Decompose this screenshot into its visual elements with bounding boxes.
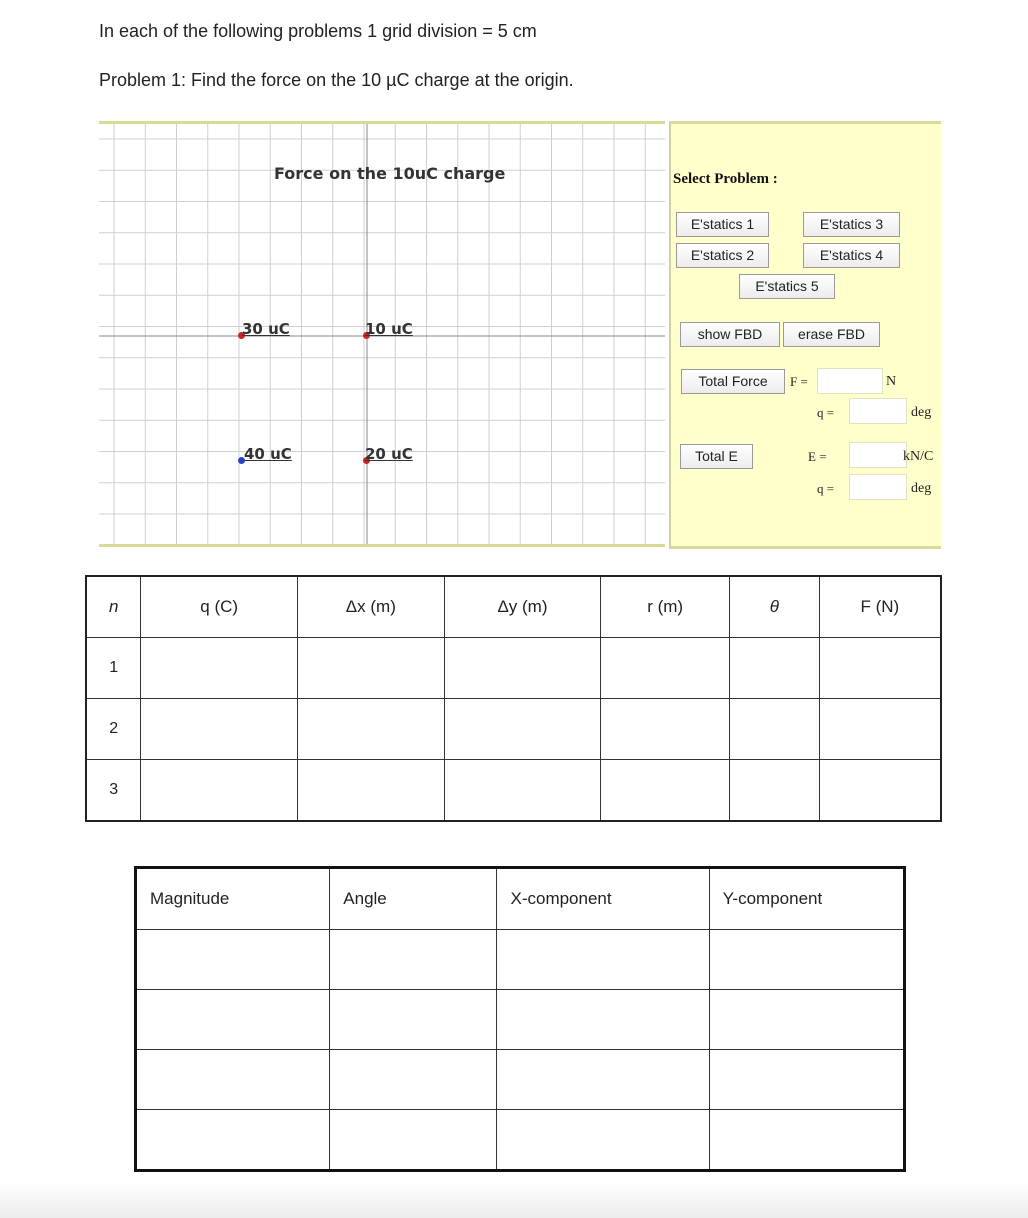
table-cell[interactable] <box>729 760 819 822</box>
table-cell[interactable] <box>298 760 445 822</box>
grid-panel[interactable] <box>99 121 665 547</box>
column-header-r: r (m) <box>601 576 730 638</box>
row-number-cell: 1 <box>86 638 141 699</box>
column-header-y-component: Y-component <box>709 868 904 930</box>
table-cell[interactable] <box>709 930 904 990</box>
table-cell[interactable] <box>729 638 819 699</box>
table-cell[interactable] <box>136 1050 330 1110</box>
table-cell[interactable] <box>497 990 709 1050</box>
table-row <box>86 699 941 760</box>
force-value-input[interactable] <box>817 368 883 394</box>
e-angle-input[interactable] <box>849 474 907 500</box>
intro-line-grid-scale: In each of the following problems 1 grid division = 5 cm <box>99 21 537 41</box>
table-cell[interactable] <box>141 638 298 699</box>
table-cell[interactable] <box>601 638 730 699</box>
force-angle-label: q = <box>817 405 835 420</box>
charge-data-table <box>85 575 942 822</box>
table-cell[interactable] <box>136 1110 330 1171</box>
table-cell[interactable] <box>444 638 601 699</box>
total-e-button[interactable]: Total E <box>680 444 753 469</box>
table-cell[interactable] <box>497 930 709 990</box>
table-cell[interactable] <box>709 1110 904 1171</box>
total-force-button[interactable]: Total Force <box>681 369 785 394</box>
table-cell[interactable] <box>330 1110 497 1171</box>
column-header-theta: θ <box>729 576 819 638</box>
estatics-2-button[interactable]: E'statics 2 <box>676 243 769 268</box>
table-row <box>136 930 905 990</box>
charge-label-30uc: 30 uC <box>242 320 290 338</box>
column-header-dy: Δy (m) <box>444 576 601 638</box>
force-angle-input[interactable] <box>849 398 907 424</box>
table-cell[interactable] <box>330 930 497 990</box>
page-bottom-shadow <box>0 1182 1028 1218</box>
force-label: F = <box>790 374 808 389</box>
column-header-angle: Angle <box>330 868 497 930</box>
column-header-x-component: X-component <box>497 868 709 930</box>
table-row <box>136 1110 905 1171</box>
table-cell[interactable] <box>298 638 445 699</box>
table-cell[interactable] <box>601 760 730 822</box>
e-angle-unit-label: deg <box>911 481 932 496</box>
table-row <box>136 990 905 1050</box>
table-cell[interactable] <box>444 699 601 760</box>
estatics-5-button[interactable]: E'statics 5 <box>739 274 835 299</box>
result-components-table <box>134 866 906 1172</box>
erase-fbd-button[interactable]: erase FBD <box>783 322 880 347</box>
table-cell[interactable] <box>497 1050 709 1110</box>
charge-label-10uc: 10 uC <box>365 320 413 338</box>
e-angle-label: q = <box>817 481 835 496</box>
table-header-row <box>136 868 905 930</box>
table-cell[interactable] <box>709 1050 904 1110</box>
table-row <box>136 1050 905 1110</box>
problem-statement: Problem 1: Find the force on the 10 µC charge at the origin. <box>99 70 574 90</box>
column-header-q: q (C) <box>141 576 298 638</box>
table-row <box>86 638 941 699</box>
table-cell[interactable] <box>298 699 445 760</box>
column-header-magnitude: Magnitude <box>136 868 330 930</box>
table-cell[interactable] <box>136 990 330 1050</box>
table-cell[interactable] <box>819 699 941 760</box>
table-cell[interactable] <box>136 930 330 990</box>
table-cell[interactable] <box>819 760 941 822</box>
force-angle-unit-label: deg <box>911 405 932 420</box>
charge-label-40uc: 40 uC <box>244 445 292 463</box>
select-problem-label: Select Problem : <box>673 171 778 187</box>
grid-title: Force on the 10uC charge <box>274 164 506 183</box>
table-cell[interactable] <box>330 990 497 1050</box>
table-cell[interactable] <box>141 760 298 822</box>
column-header-f: F (N) <box>819 576 941 638</box>
table-cell[interactable] <box>444 760 601 822</box>
control-panel <box>669 121 941 549</box>
table-row <box>86 760 941 822</box>
table-cell[interactable] <box>601 699 730 760</box>
row-number-cell: 3 <box>86 760 141 822</box>
table-header-row <box>86 576 941 638</box>
estatics-3-button[interactable]: E'statics 3 <box>803 212 900 237</box>
row-number-cell: 2 <box>86 699 141 760</box>
column-header-n: n <box>86 576 141 638</box>
table-cell[interactable] <box>729 699 819 760</box>
table-cell[interactable] <box>819 638 941 699</box>
table-cell[interactable] <box>709 990 904 1050</box>
show-fbd-button[interactable]: show FBD <box>680 322 780 347</box>
charge-label-20uc: 20 uC <box>365 445 413 463</box>
table-cell[interactable] <box>330 1050 497 1110</box>
table-cell[interactable] <box>497 1110 709 1171</box>
electrostatics-applet <box>99 121 941 549</box>
e-field-value-input[interactable] <box>849 442 907 468</box>
column-header-dx: Δx (m) <box>298 576 445 638</box>
force-unit-label: N <box>886 374 897 389</box>
e-field-label: E = <box>808 449 827 464</box>
table-cell[interactable] <box>141 699 298 760</box>
estatics-1-button[interactable]: E'statics 1 <box>676 212 769 237</box>
estatics-4-button[interactable]: E'statics 4 <box>803 243 900 268</box>
e-field-unit-label: kN/C <box>903 449 934 464</box>
